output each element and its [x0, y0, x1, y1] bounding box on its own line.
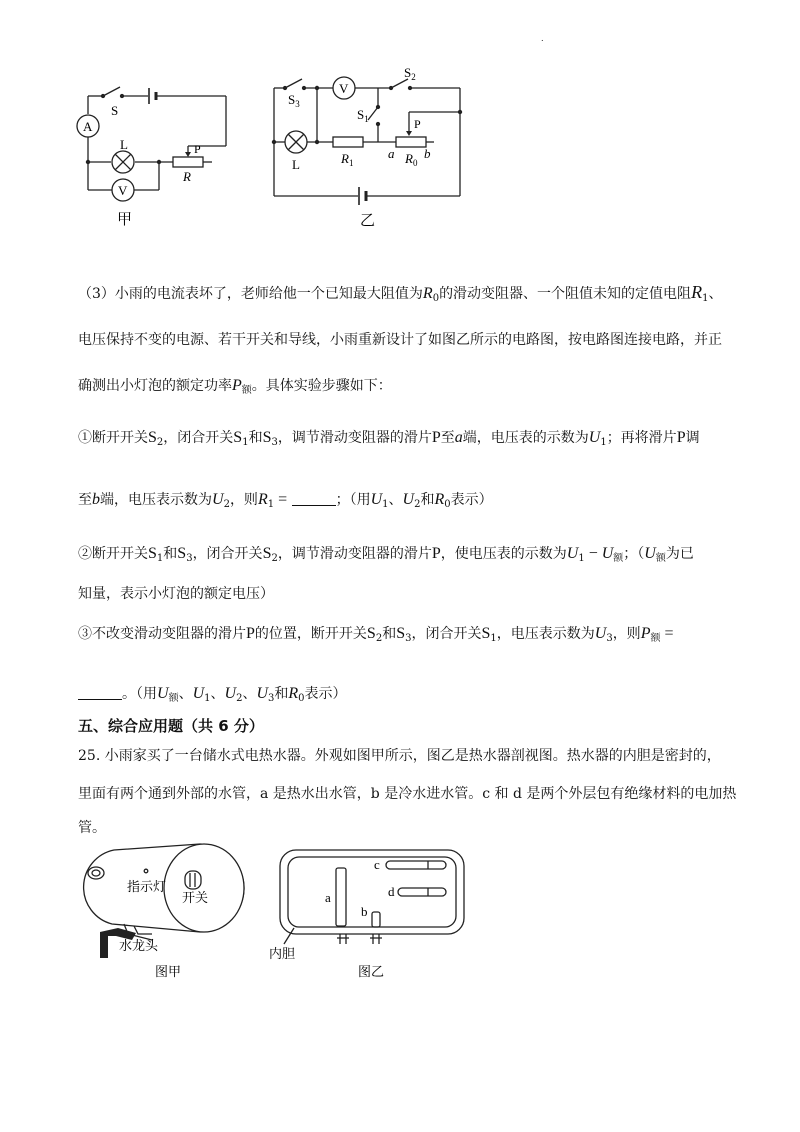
- sub: 2: [271, 553, 278, 564]
- text: ，使电压表的示数为: [440, 546, 567, 562]
- sub: 2: [236, 693, 243, 704]
- math-U: U: [192, 685, 205, 702]
- math-U: U: [594, 625, 607, 642]
- text: 和: [274, 686, 289, 702]
- sub: 1: [204, 693, 211, 704]
- text: 至: [78, 492, 92, 508]
- label-d: d: [388, 884, 395, 899]
- text: 至: [440, 430, 455, 446]
- text: ②断开开关: [78, 546, 148, 562]
- part3-line1: [78, 282, 722, 309]
- math-P: P: [246, 625, 255, 642]
- label-V-yi: V: [339, 81, 349, 96]
- caption-heater-jia: 图甲: [155, 964, 182, 979]
- answer-blank-2[interactable]: [78, 685, 122, 700]
- text: ；（用: [335, 492, 371, 508]
- math-U: U: [588, 429, 601, 446]
- math-U: U: [566, 545, 579, 562]
- text: ，闭合开关: [163, 430, 234, 446]
- label-L: L: [120, 137, 128, 152]
- math-P: P: [676, 429, 686, 446]
- caption-jia: 甲: [117, 212, 133, 228]
- label-S: S: [111, 103, 119, 118]
- circuit-yi-diagram: [262, 62, 477, 232]
- label-V: V: [118, 183, 128, 198]
- math-U: U: [402, 491, 415, 508]
- text: 表示）: [450, 492, 493, 508]
- sub: 3: [268, 693, 275, 704]
- sub: 2: [223, 499, 230, 510]
- text: ，闭合开关: [411, 626, 482, 642]
- sub: 1: [267, 499, 275, 510]
- tank-label: 内胆: [269, 946, 296, 961]
- text: 、: [388, 492, 403, 508]
- switch-label: 开关: [182, 890, 209, 905]
- text: 、: [708, 286, 723, 302]
- math-S: S: [233, 429, 243, 446]
- q25-line3: 管。: [78, 820, 106, 836]
- text: ①断开开关: [78, 430, 148, 446]
- math-R: R: [257, 491, 268, 508]
- sub: 2: [375, 633, 383, 644]
- equals: =: [660, 625, 674, 642]
- text: ，调节滑动变阻器的滑片: [277, 546, 432, 562]
- label-S2: $S_2$: [404, 65, 416, 82]
- math-b: b: [92, 491, 100, 508]
- sub: 1: [600, 437, 607, 448]
- sub: 0: [298, 693, 305, 704]
- text: ，则: [229, 492, 258, 508]
- text: 和: [382, 626, 397, 642]
- math-U: U: [157, 685, 169, 702]
- step2-line1: [78, 544, 694, 569]
- text: 、: [242, 686, 257, 702]
- step2-line2: [78, 584, 274, 604]
- text: ，调节滑动变阻器的滑片: [277, 430, 432, 446]
- label-R: R: [183, 169, 191, 184]
- text: ，电压表示数为: [496, 626, 595, 642]
- math-P: P: [431, 429, 441, 446]
- sub: 1: [156, 553, 164, 564]
- sub: 额: [168, 693, 179, 704]
- sub: 2: [156, 437, 164, 448]
- part3-line2: [78, 330, 722, 350]
- label-c: c: [374, 857, 380, 872]
- math-R: R: [691, 282, 703, 302]
- label-b: b: [424, 146, 431, 161]
- math-S: S: [396, 625, 406, 642]
- caption-heater-yi: 图乙: [358, 964, 385, 979]
- step1-line2: [78, 490, 493, 515]
- section-5-title: 五、综合应用题（共 6 分）: [78, 717, 264, 735]
- sub: 3: [271, 437, 278, 448]
- math-S: S: [366, 625, 376, 642]
- math-U: U: [370, 491, 383, 508]
- faucet-label: 水龙头: [119, 938, 159, 953]
- label-a-heater: a: [325, 890, 331, 905]
- text: ；再将滑片: [606, 430, 677, 446]
- sub: 额: [655, 553, 666, 564]
- math-P: P: [640, 625, 651, 642]
- page-dot: .: [541, 34, 544, 43]
- math-R: R: [434, 491, 445, 508]
- label-R1: $R_1$: [341, 151, 354, 168]
- step3-line1: [78, 624, 674, 649]
- q25-line2: 里面有两个通到外部的水管，a 是热水出水管，b 是冷水进水管。c 和 d 是两个外层包有绝缘材料的电加热: [78, 786, 737, 802]
- text: 和: [248, 430, 263, 446]
- text: 知量，表示小灯泡的额定电压）: [78, 586, 274, 602]
- sub: 3: [606, 633, 613, 644]
- sub: 额: [613, 553, 624, 564]
- part3-line3: [78, 376, 392, 401]
- label-A: A: [83, 119, 93, 134]
- sub: 1: [382, 499, 389, 510]
- text: 的位置，断开开关: [254, 626, 367, 642]
- indicator-label: 指示灯: [127, 879, 167, 894]
- text: 、: [210, 686, 225, 702]
- sub: 1: [242, 437, 249, 448]
- label-b-heater: b: [361, 904, 368, 919]
- q25-line1: 25. 小雨家买了一台储水式电热水器。外观如图甲所示，图乙是热水器剖视图。热水器的内胆是密封的，: [78, 748, 721, 764]
- text: 端，电压表示数为: [100, 492, 212, 508]
- math-a: a: [454, 429, 463, 446]
- math-P: P: [232, 377, 242, 394]
- sub: 1: [490, 633, 497, 644]
- sub: 3: [405, 633, 412, 644]
- math-P: P: [431, 545, 441, 562]
- text: 电压保持不变的电源、若干开关和导线，小雨重新设计了如图乙所示的电路图，按电路图连接电路，并正: [78, 332, 722, 348]
- text: ③不改变滑动变阻器的滑片: [78, 626, 246, 642]
- text: 调: [685, 430, 700, 446]
- sub: 0: [432, 293, 440, 304]
- label-S3: $S_3$: [288, 92, 300, 109]
- circuit-jia-diagram: [70, 78, 240, 233]
- label-a: a: [388, 146, 395, 161]
- sub: 额: [650, 633, 661, 644]
- math-R: R: [288, 685, 299, 702]
- label-L-yi: L: [292, 157, 300, 172]
- text: ，则: [612, 626, 641, 642]
- text: 。（用: [122, 686, 157, 702]
- math-U: U: [644, 545, 656, 562]
- math-S: S: [481, 625, 491, 642]
- heater-exterior-figure: [72, 838, 258, 980]
- sub: 3: [186, 553, 193, 564]
- answer-blank-1[interactable]: [292, 491, 336, 506]
- sub: 额: [241, 385, 252, 396]
- text: 和: [163, 546, 178, 562]
- math-S: S: [148, 429, 157, 446]
- step1-line1: [78, 428, 700, 453]
- text: 的滑动变阻器、一个阻值未知的定值电阻: [439, 286, 692, 302]
- math-S: S: [262, 545, 272, 562]
- text: （3）小雨的电流表坏了，老师给他一个已知最大阻值为: [78, 286, 423, 302]
- math-S: S: [262, 429, 272, 446]
- label-P-yi: P: [414, 117, 421, 131]
- sub: 2: [414, 499, 421, 510]
- sub: 0: [444, 499, 451, 510]
- text: 为已: [665, 546, 694, 562]
- minus: −: [584, 545, 602, 562]
- math-S: S: [177, 545, 187, 562]
- equals: =: [274, 491, 288, 508]
- math-U: U: [224, 685, 237, 702]
- step3-line2: [78, 684, 347, 709]
- text: 确测出小灯泡的额定功率: [78, 378, 232, 394]
- heater-cross-section-figure: [252, 840, 482, 980]
- math-R: R: [422, 285, 433, 302]
- text: 。具体实验步骤如下：: [251, 378, 392, 394]
- text: 和: [420, 492, 435, 508]
- text: 、: [178, 686, 193, 702]
- text: ，闭合开关: [192, 546, 263, 562]
- sub: 1: [578, 553, 585, 564]
- text: ；（: [623, 546, 645, 562]
- math-S: S: [148, 545, 157, 562]
- label-R0: $R_0$: [405, 151, 418, 168]
- label-S1: $S_1$: [357, 107, 369, 124]
- text: 表示）: [304, 686, 347, 702]
- label-P: P: [194, 142, 201, 156]
- caption-yi: 乙: [360, 213, 376, 229]
- sub: 1: [702, 293, 709, 304]
- math-U: U: [601, 545, 614, 562]
- math-U: U: [256, 685, 268, 702]
- math-U: U: [212, 491, 224, 508]
- text: 端，电压表的示数为: [462, 430, 589, 446]
